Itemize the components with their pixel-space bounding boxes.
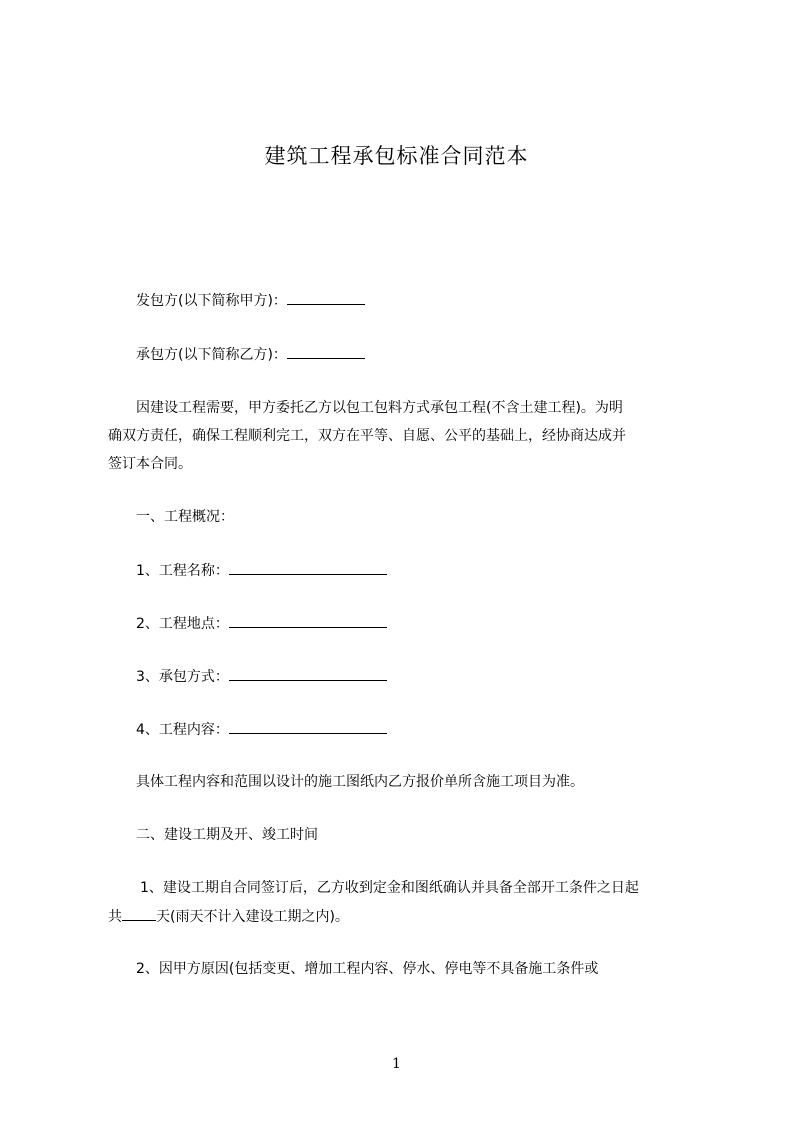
party-b-line — [136, 344, 365, 365]
term-1-suffix: 天(雨天不计入建设工期之内)。 — [156, 909, 349, 925]
term-1-days-blank — [122, 906, 156, 921]
page-number: 1 — [392, 1056, 401, 1072]
item-4-label: 4、工程内容： — [136, 722, 229, 738]
item-3-label: 3、承包方式： — [136, 669, 229, 685]
item-4-line — [136, 719, 387, 740]
section-1-heading: 一、工程概况： — [136, 509, 234, 525]
intro-line-1: 因建设工程需要，甲方委托乙方以包工包料方式承包工程(不含土建工程)。为明 — [136, 400, 623, 416]
party-a-blank — [287, 290, 365, 305]
item-1-blank — [229, 560, 387, 575]
term-2-line-1: 2、因甲方原因(包括变更、增加工程内容、停水、停电等不具备施工条件或 — [136, 961, 599, 977]
item-2-label: 2、工程地点： — [136, 616, 229, 632]
section-2-heading: 二、建设工期及开、竣工时间 — [136, 827, 318, 843]
party-a-label: 发包方(以下简称甲方)： — [136, 293, 287, 309]
item-2-blank — [229, 613, 387, 628]
item-2-line — [136, 613, 387, 634]
scope-text: 具体工程内容和范围以设计的施工图纸内乙方报价单所含施工项目为准。 — [136, 774, 584, 790]
intro-line-3: 签订本合同。 — [108, 456, 192, 472]
intro-line-2: 确双方责任，确保工程顺利完工，双方在平等、自愿、公平的基础上，经协商达成并 — [108, 428, 626, 444]
document-title: 建筑工程承包标准合同范本 — [264, 144, 529, 168]
item-3-blank — [229, 666, 387, 681]
term-1-line-1: 1、建设工期自合同签订后，乙方收到定金和图纸确认并具备全部开工条件之日起 — [140, 880, 639, 896]
party-b-blank — [287, 344, 365, 359]
term-1-line-2 — [108, 906, 349, 927]
term-1-prefix: 共 — [108, 909, 122, 925]
party-a-line — [136, 290, 365, 311]
item-1-label: 1、工程名称： — [136, 563, 229, 579]
party-b-label: 承包方(以下简称乙方)： — [136, 347, 287, 363]
item-1-line — [136, 560, 387, 581]
item-4-blank — [229, 719, 387, 734]
item-3-line — [136, 666, 387, 687]
